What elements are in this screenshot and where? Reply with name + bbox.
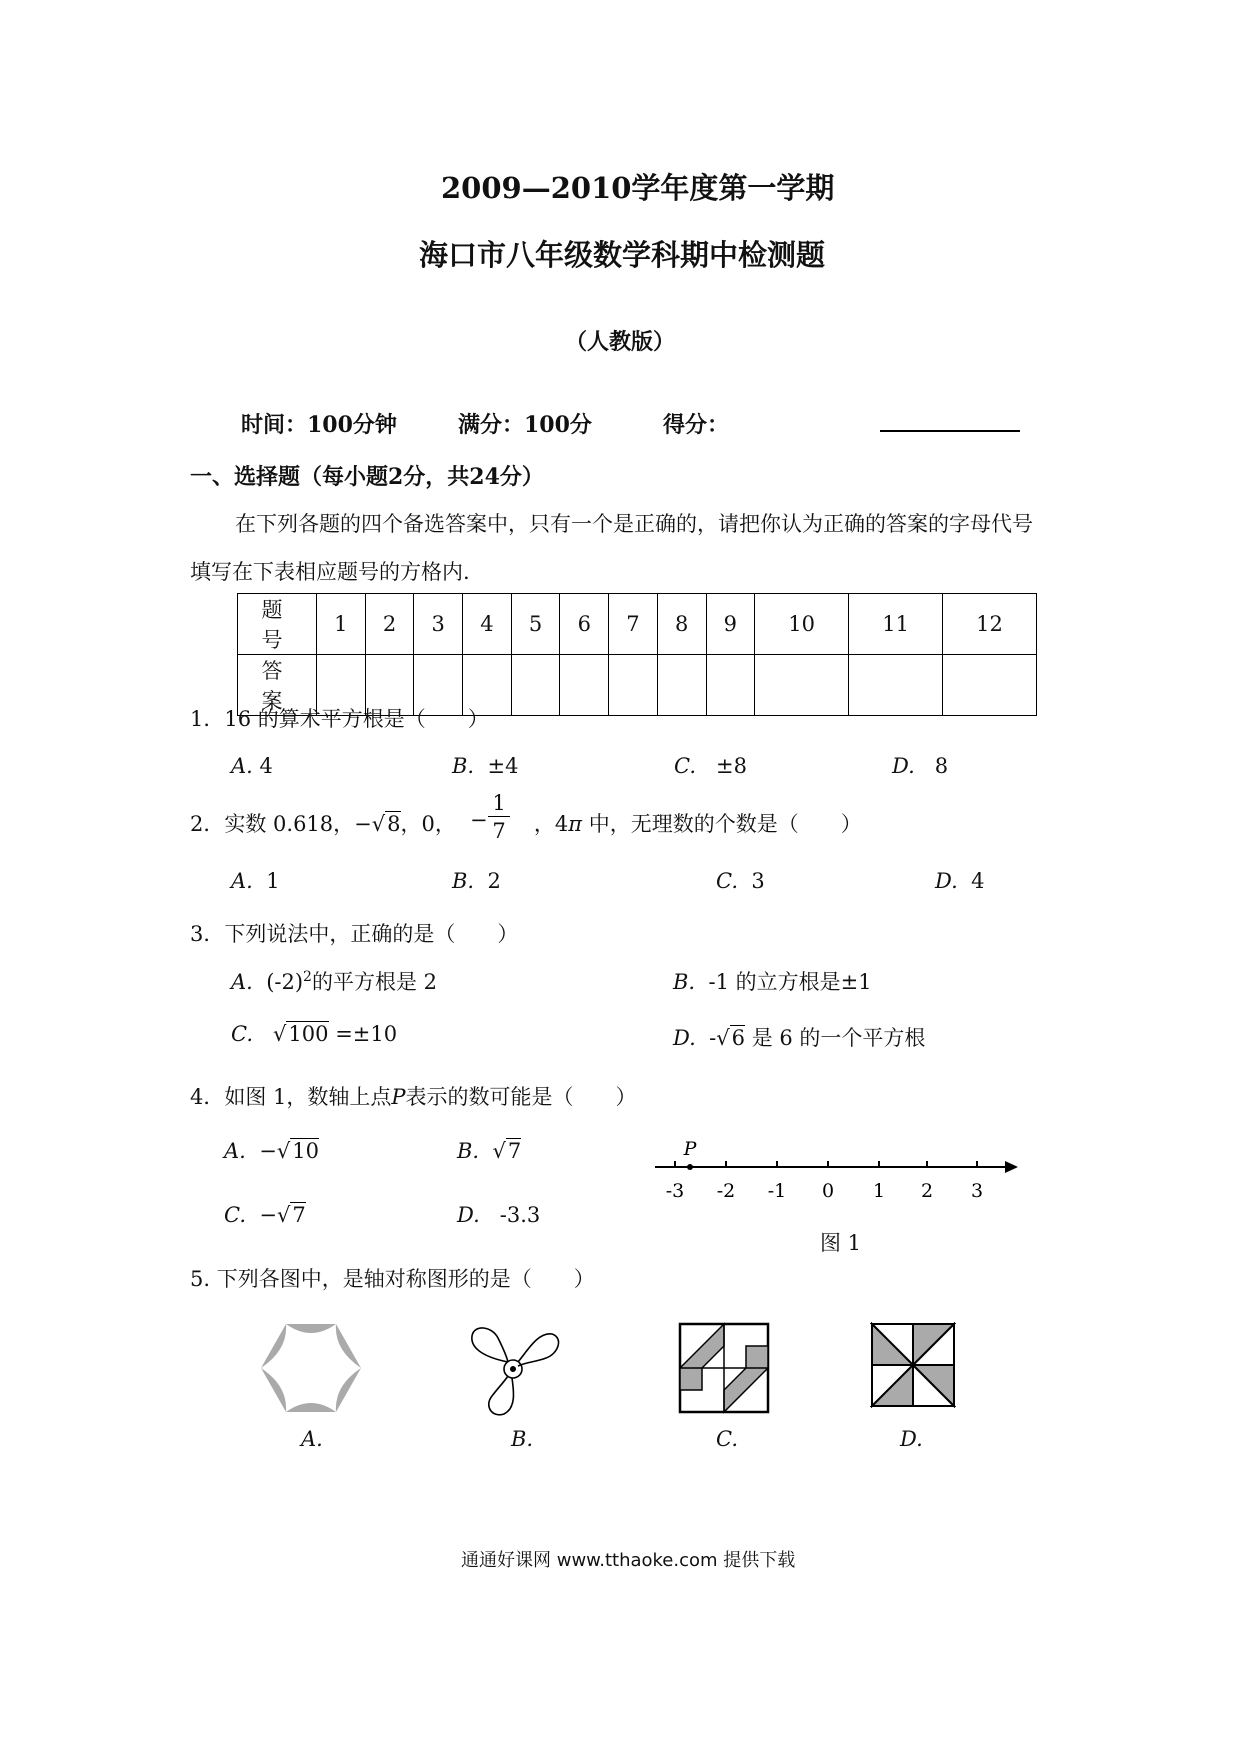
q3-a-text: 的平方根是 2 bbox=[311, 970, 438, 994]
q2-option-c bbox=[716, 869, 765, 893]
figure-b-fan bbox=[458, 1320, 568, 1420]
q1-option-d bbox=[892, 754, 948, 778]
q4-a-neg: − bbox=[259, 1139, 277, 1163]
q3-d-radicand: 6 bbox=[731, 1026, 745, 1050]
q2-stem bbox=[190, 808, 862, 838]
q4-stem bbox=[190, 1081, 637, 1111]
point-p-dot bbox=[687, 1164, 693, 1170]
q3-c-text: =±10 bbox=[335, 1022, 398, 1046]
tick-label: 3 bbox=[970, 1180, 984, 1202]
q2-b-text: 2 bbox=[487, 869, 501, 893]
cell-number: 8 bbox=[657, 594, 706, 655]
answer-cell[interactable] bbox=[609, 655, 658, 716]
q3-b-text: -1 的立方根是±1 bbox=[708, 970, 872, 994]
q1-c-text: ±8 bbox=[716, 754, 747, 778]
q4-b-letter: B. bbox=[457, 1139, 480, 1163]
q1-b-text: ±4 bbox=[487, 754, 519, 778]
q2-option-d bbox=[935, 869, 985, 893]
footer-text: 通通好课网 www.tthaoke.com 提供下载 bbox=[461, 1550, 796, 1571]
full-score-label: 满分：100分 bbox=[458, 412, 592, 438]
tick-label: 1 bbox=[872, 1180, 886, 1202]
q4-c-sqrt: √7 bbox=[276, 1203, 306, 1227]
answer-table bbox=[237, 593, 1037, 716]
q4-option-d bbox=[457, 1203, 540, 1227]
cell-number: 3 bbox=[414, 594, 463, 655]
q3-d-text: 是 6 的一个平方根 bbox=[751, 1026, 926, 1050]
q2-a-letter: A. bbox=[231, 869, 253, 893]
q4-a-radicand: 10 bbox=[292, 1139, 319, 1163]
answer-cell[interactable] bbox=[560, 655, 609, 716]
score-blank[interactable] bbox=[880, 430, 1020, 432]
q2-option-b bbox=[452, 869, 501, 893]
q3-stem: 3．下列说法中，正确的是（ ） bbox=[190, 922, 519, 946]
figure-1-caption: 图 1 bbox=[820, 1231, 862, 1255]
cell-number: 6 bbox=[560, 594, 609, 655]
tick-label: 0 bbox=[821, 1180, 835, 1202]
cell-number: 10 bbox=[755, 594, 849, 655]
q2-frac-den: 7 bbox=[492, 819, 506, 843]
q4-d-letter: D. bbox=[457, 1203, 480, 1227]
q2-frac-num: 1 bbox=[488, 790, 510, 817]
q3-d-letter: D. bbox=[673, 1026, 696, 1050]
time-label: 时间：100分钟 bbox=[241, 412, 397, 438]
q4-option-b bbox=[457, 1139, 521, 1163]
q2-stem-b: ，0， bbox=[400, 812, 456, 836]
row-label-answer: 答 案 bbox=[238, 655, 317, 716]
answer-cell[interactable] bbox=[943, 655, 1037, 716]
q2-fraction bbox=[488, 790, 510, 845]
q3-option-d bbox=[673, 1022, 925, 1052]
figure-a-hexagon bbox=[258, 1320, 364, 1416]
answer-cell[interactable] bbox=[755, 655, 849, 716]
q3-a-sup: 2 bbox=[303, 969, 312, 985]
cell-number: 11 bbox=[849, 594, 943, 655]
q2-stem-d: 中，无理数的个数是（ ） bbox=[582, 812, 862, 836]
q4-a-letter: A. bbox=[224, 1139, 246, 1163]
q1-d-text: 8 bbox=[934, 754, 949, 778]
figure-c-label: C. bbox=[716, 1427, 738, 1451]
edition-label: （人教版） bbox=[565, 329, 676, 355]
point-p-label: P bbox=[683, 1138, 697, 1160]
section-heading: 一、选择题（每小题2分，共24分） bbox=[190, 464, 544, 490]
q3-d-sqrt: √6 bbox=[716, 1026, 745, 1050]
q2-a-text: 1 bbox=[266, 869, 280, 893]
q2-neg: − bbox=[354, 812, 372, 836]
q4-c-letter: C. bbox=[224, 1203, 246, 1227]
q1-b-letter: B. bbox=[452, 754, 475, 778]
title-line-1: 2009—2010学年度第一学期 bbox=[441, 171, 835, 205]
q4-option-c bbox=[224, 1203, 306, 1227]
cell-number: 9 bbox=[706, 594, 755, 655]
figure-d-label: D. bbox=[900, 1427, 923, 1451]
q1-stem: 1．16 的算术平方根是（ ） bbox=[190, 707, 489, 731]
table-row-numbers bbox=[238, 594, 1037, 655]
q2-c-letter: C. bbox=[716, 869, 738, 893]
cell-number: 5 bbox=[511, 594, 560, 655]
q4-option-a bbox=[224, 1139, 319, 1163]
q3-c-sqrt: √100 bbox=[273, 1022, 329, 1046]
q4-c-radicand: 7 bbox=[292, 1203, 306, 1227]
cell-number: 4 bbox=[463, 594, 512, 655]
q1-a-letter: A. bbox=[231, 754, 253, 778]
q5-stem: 5. 下列各图中，是轴对称图形的是（ ） bbox=[190, 1267, 595, 1291]
q4-a-sqrt: √10 bbox=[276, 1139, 319, 1163]
row-label-number: 题 号 bbox=[238, 594, 317, 655]
q2-frac-neg: − bbox=[470, 808, 488, 832]
q1-a-text: 4 bbox=[259, 754, 273, 778]
q3-c-letter: C. bbox=[231, 1022, 253, 1046]
q4-d-text: -3.3 bbox=[499, 1203, 541, 1227]
q2-c-text: 3 bbox=[751, 869, 765, 893]
q3-b-letter: B. bbox=[673, 970, 696, 994]
tick-label: -2 bbox=[716, 1180, 736, 1202]
q3-option-b bbox=[673, 966, 872, 996]
tick-label: -1 bbox=[767, 1180, 787, 1202]
q4-c-neg: − bbox=[259, 1203, 277, 1227]
q4-b-radicand: 7 bbox=[507, 1139, 522, 1163]
q3-c-radicand: 100 bbox=[288, 1022, 329, 1046]
cell-number: 1 bbox=[317, 594, 366, 655]
tick-label: -3 bbox=[665, 1180, 685, 1202]
q1-option-b bbox=[452, 754, 518, 778]
intro-line-1: 在下列各题的四个备选答案中，只有一个是正确的，请把你认为正确的答案的字母代号 bbox=[235, 512, 1033, 536]
q1-option-a bbox=[231, 754, 273, 778]
q2-pi: π bbox=[568, 812, 583, 836]
q4-stem-b: 表示的数可能是（ ） bbox=[405, 1085, 637, 1109]
q1-d-letter: D. bbox=[892, 754, 915, 778]
q2-stem-a: 2．实数 0.618， bbox=[190, 812, 355, 836]
cell-number: 7 bbox=[609, 594, 658, 655]
q2-b-letter: B. bbox=[452, 869, 475, 893]
q1-option-c bbox=[674, 754, 747, 778]
q3-option-c bbox=[231, 1022, 397, 1046]
score-label: 得分： bbox=[663, 412, 730, 438]
q3-d-neg: - bbox=[709, 1026, 717, 1050]
q2-d-text: 4 bbox=[971, 869, 985, 893]
q2-stem-c: ，4 bbox=[533, 812, 569, 836]
q2-d-letter: D. bbox=[935, 869, 958, 893]
figure-b-label: B. bbox=[511, 1427, 534, 1451]
q4-stem-a: 4．如图 1，数轴上点 bbox=[190, 1085, 392, 1109]
figure-d-pinwheel bbox=[870, 1322, 956, 1408]
q4-b-sqrt: √7 bbox=[492, 1139, 522, 1163]
figure-a-label: A. bbox=[301, 1427, 323, 1451]
answer-cell[interactable] bbox=[849, 655, 943, 716]
number-line-figure bbox=[640, 1135, 1020, 1210]
cell-number: 2 bbox=[365, 594, 414, 655]
answer-cell[interactable] bbox=[657, 655, 706, 716]
q2-radicand: 8 bbox=[387, 812, 401, 836]
q3-a-letter: A. bbox=[231, 970, 253, 994]
cell-number: 12 bbox=[943, 594, 1037, 655]
axis-arrow bbox=[1005, 1161, 1018, 1173]
figure-c-square bbox=[678, 1322, 770, 1414]
q1-c-letter: C. bbox=[674, 754, 696, 778]
q4-point: P bbox=[391, 1085, 406, 1109]
q3-option-a bbox=[231, 966, 437, 996]
tick-label: 2 bbox=[920, 1180, 934, 1202]
answer-cell[interactable] bbox=[706, 655, 755, 716]
q3-a-base: (-2) bbox=[266, 970, 304, 994]
q2-sqrt: √8 bbox=[371, 812, 401, 836]
q2-option-a bbox=[231, 869, 280, 893]
title-line-2: 海口市八年级数学科期中检测题 bbox=[419, 238, 826, 272]
intro-line-2: 填写在下表相应题号的方格内. bbox=[190, 560, 470, 584]
answer-cell[interactable] bbox=[511, 655, 560, 716]
